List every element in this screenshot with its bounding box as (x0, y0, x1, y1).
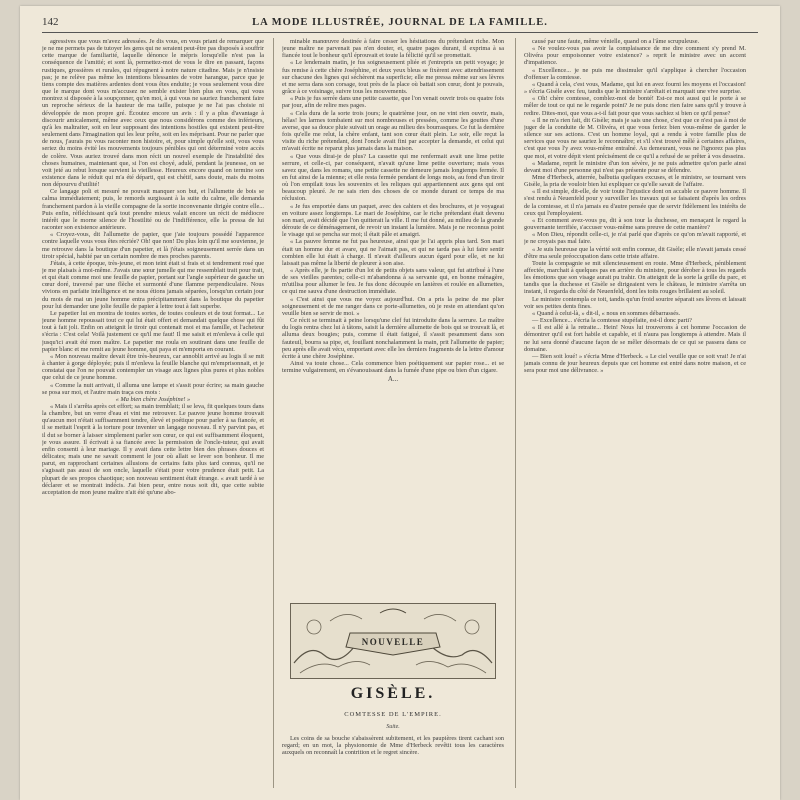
header-rule (42, 32, 758, 33)
paragraph: agressives que vous m'avez adressées. Je dis vous, en vous priant de remarquer que je ne me permets pas de tutoyer les gens qui ne seraient peut-être pas disposés à souffrir cette marque de familiarité, laquelle dénonce le mépris lorsqu'elle n'est pas la conséquence de l'amitié; et sont là, permettez-moi de vous le dire en passant, façons rustiques, grossières et rurales, qui répugnent à notre nature citadine. Mais je n'insiste pas; je ne relève pas même les intentions blessantes de votre harangue, parce que je tiens compte des matières ardentes dont vous êtes enduite; je vous seulement vous dire que le marque dont vous m'accusez ne semble exister bien plus en vous, qui vous montrez si disposée à la soupçonner, qu'en moi, à qui vous ne sauriez franchement faire un reproche sérieux de la hauteur de ma taille, puisque je ne l'ai pas choisie ni développée de mon propre gré. Écoutez encore un avis : il y a plus d'avantage à discourir amicalement, même avec ceux que nous considérons comme des inférieurs, qu'à les maltraiter, soit en leur supposant des intentions hostiles qui existent peut-être seulement dans l'imagination qui les leur prête, soit en les méprisant. Pour ne parler que de nous, j'aurais pu vous raconter mon histoire, et, pour simple qu'elle soit, vous vous seriez du moins évité les mouvements toujours pénibles qui ont déterminé votre accès de colère. Vous auriez trouvé dans mon récit un nouvel exemple de l'instabilité des choses humaines, maintenant que, si l'on est choyé, adulé, pendant la jeunesse, on se voit jeté au rebut lorsque survient la vieillesse. Heureux encore quand on termine son existence dans le réduit qui m'a été départi, qui est chétif, sans doute, mais du moins non dépourvu d'utilité! (42, 38, 264, 189)
paragraph: J'étais, à cette époque, très-jeune, et mon teint était si frais et si tendrement rosé que je me plaisais à moi-même. J'avais une sœur jumelle qui me ressemblait trait pour trait, et qui était comme moi une feuille de papier, portant sur l'angle supérieur de gauche un cœur doré, traversé par une flèche et surmonté d'une flamme perpendiculaire. Nous vivions en parfaite intelligence et ne nous étions jamais séparées, lorsqu'un certain jour du mois de mai un jeune homme entra précipitamment dans la boutique du papetier pour lui demander une jolie feuille de papier à lettre tout à fait superbe. (42, 259, 264, 310)
paragraph: « Que vous dirai-je de plus? La cassette qui me renfermait avait une lime petite serrure, et celle-ci, par conséquent, n'avait qu'une lime petite ouverture; mais vous savez que, dans les romans, une petite cassette ne demeure jamais longtemps fermée. Il en fut ainsi de la mienne; et elle resta fermée pendant de longs mois, au fond d'un tiroir où l'on empilait tous les souvenirs et les reliques qui appartiennent aux gens qui ont beaucoup pleuré. Je ne sais rien des choses de ce monde durant ce temps de ma réclusion. (282, 152, 504, 203)
paragraph: « C'est ainsi que vous me voyez aujourd'hui. On a pris la peine de me plier soigneusement et de me ranger dans ce porte-allumettes, où je reste en attendant qu'on veuille bien se servir de moi. » (282, 295, 504, 317)
banner-illustration (290, 603, 496, 679)
paragraph: « Ma bien chère Joséphine! » (115, 395, 191, 403)
paragraph: — Excellence... s'écria la comtesse stupéfaite, est-il donc parti? (532, 317, 692, 325)
paragraph: « Il est simple, dit-elle, de voir toute l'injustice dont on accable ce pauvre homme. Il s'est rendu à Neuenfeld pour y surveiller les travaux qui se faisaient d'après les ordres de la comtesse, et il n'a jamais eu d'autre pensée que de servir fidèlement les intérêts de ceux qui l'employaient. (524, 188, 746, 217)
paragraph: « La pauvre femme ne fut pas heureuse, ainsi que je l'ai appris plus tard. Son mari était un homme dur et avare, qui ne l'aimait pas, et qui ne tarda pas à lui faire sentir combien elle lui était à charge. Il n'avait d'ailleurs aucun égard pour elle, et ne lui laissait pas même la liberté de pleurer à son aise. (282, 238, 504, 267)
paragraph: minable manœuvre destinée à faire cesser les hésitations du prétendant riche. Mon jeune maître ne parvenait pas n'en douter, et, quatre pages durant, il exprima à sa fiancée tout le bonheur qu'il éprouvait et toute la félicité qu'il se promettait. (282, 38, 504, 60)
nouvelle-banner (290, 603, 496, 679)
paragraph: « Il est allé à la retraite... Hein! Nous lui trouverons à cet homme l'occasion de démontrer qu'il est fort habile et capable, et il n'aura pas longtemps à attendre. Mais il ne lui sera donné d'aucune façon de se mêler désormais de ce qui se passera dans ce domaine. (524, 324, 746, 353)
paragraph: « Mon nouveau maître devait être très-heureux, car annoblit arrivé au logis il se mit à chanter à gorge déployée; puis il m'enleva la feuille blanche qui m'emprisonnait, et je constatai que l'on ne pouvait contempler un visage aux lignes plus pures et plus nobles que celui de ce jeune homme. (42, 352, 264, 382)
paragraph: Les coins de sa bouche s'abaissèrent subitement, et les paupières tirent cachant son regard; en un mot, la physionomie de Mme d'Herbeck revêtit tous les caractères auxquels on reconnaît la contrition et le regret sincère. (282, 735, 504, 757)
story-subtitle: COMTESSE DE L'EMPIRE. (344, 711, 442, 718)
column-left (42, 38, 264, 788)
column-divider (273, 38, 274, 788)
column-right (524, 38, 746, 788)
journal-title: LA MODE ILLUSTRÉE, JOURNAL DE LA FAMILLE. (252, 16, 548, 28)
paragraph: — Bien soit loué! » s'écria Mme d'Herbeck. « Le ciel veuille que ce soit vrai! Je n'ai jamais connu de jour heureux depuis que cet homme est entré dans notre maison, et ce sera pour moi une délivrance. » (524, 352, 746, 375)
paragraph: « Et comment avez-vous pu, dit à son tour la duchesse, en menaçant le regard la gouvernante terrifiée, s'accuser vous-même sans preuve de cette manière? (524, 216, 746, 232)
page-header (42, 14, 758, 30)
paragraph: « Puis je fus serrée dans une petite cassette, que l'on venait ouvrir trois ou quatre fois par jour, afin de relire mes pages. (282, 95, 504, 110)
page-number: 142 (42, 16, 59, 28)
paragraph: « Oh! chère comtesse, comblez-moi de bonté! Est-ce moi aussi qui le porte à se mêler de tout ce qui ne le regarde point? Je ne puis donc rien faire sans qu'il y trouve à redire. Dites-moi, que vous a-t-il fait pour que vous sachiez si bien ce qu'il pense? (524, 95, 746, 117)
paragraph: « Comme la nuit arrivait, il alluma une lampe et s'assit pour écrire; sa main gauche se posa sur moi, et l'autre main traça ces mots : (42, 381, 264, 396)
paragraph: Toute la compagnie se mit silencieusement en route. Mme d'Herbeck, péniblement affectée, marchait à quelques pas en arrière du ministre, pour dérober à tous les regards les émotions que son visage aurait pu trahir. On atteignit de la sorte la grille du parc, et tandis que la duchesse et Gisèle se dirigeaient vers le château, le ministre s'arrêta un instant, il regarda du côté de Neuenfeld, dont les toits rouges brillaient au soleil. (524, 259, 746, 296)
paragraph: « Je fus emportée dans un paquet, avec des cahiers et des brochures, et je voyageai en voiture assez longtemps. Le mari de Joséphine, car le riche prétendant était devenu son mari, avait décidé que l'on quitterait la ville. Il me fut donné, au milieu de la grande déroute de ce déménagement, de revoir un instant la lumière. Mais je ne reconnus point le visage qui se pencha sur moi; il était pâle et amaigri. (282, 202, 504, 239)
story-title: GISÈLE. (350, 685, 436, 702)
paragraph: « Il ne m'a rien fait, dit Gisèle; mais je sais une chose, c'est que ce n'est pas à moi de juger de la conduite de M. Olivéra, et que vous feriez bien vous-même de garder le silence sur ses actions. C'est un homme loyal, qui a rendu à votre famille plus de services que vous ne sauriez le reconnaître; et s'il s'est trouvé mêlé à certaines affaires, c'est que vous l'y avez vous-même entraîné. Au demeurant, vous ne l'ignorez pas plus que moi, et votre dépit vient précisément de ce qu'il a refusé de se prêter à vos desseins. (524, 116, 746, 160)
paragraph: Ce langage poli et mesuré ne pouvait manquer son but, et l'allumette de bois se calma immédiatement; puis, le remords surgissant à la suite du calme, elle demanda franchement pardon à la vieille compagne de la sortie inconvenante dirigée contre elle... Puis enfin, réfléchissant qu'à tout prendre mieux valait encore un récit de médiocre intérêt que le morne silence de l'hostilité ou de l'indifférence, elle la pressa de lui raconter son existence antérieure. (42, 188, 264, 232)
banner-label: NOUVELLE (361, 637, 425, 647)
paragraph: « Mon Dieu, répondit celle-ci, je n'ai parlé que d'après ce qu'on m'avait rapporté, et je ne croyais pas mal faire. (524, 231, 746, 246)
column-divider (515, 38, 516, 788)
column-middle (282, 38, 504, 788)
paragraph: « Croyez-vous, dit l'allumette de papier, que j'aie toujours possédé l'apparence contre laquelle vous vous êtes récriée? Oh! que non! Du plus loin qu'il me souvienne, je me retrouve dans la boutique d'un papetier, et là j'étais soigneusement serrée dans un tiroir spécial, habité par un certain nombre de mes proches parents. (42, 231, 264, 260)
paragraph: « Quand à cela, c'est vous, Madame, qui lui en avez fourni les moyens et l'occasion! » s'écria Gisèle avec feu, tandis que le ministre s'arrêtait et marquait une vive surprise. (524, 80, 746, 96)
paragraph: Mme d'Herbeck, atterrée, balbutia quelques excuses, et le ministre, se tournant vers Gisèle, la pria de vouloir bien lui expliquer ce qu'elle savait de l'affaire. (524, 173, 746, 189)
paragraph: « Mais il s'arrêta après cet effort; sa main tremblait; il se leva, fit quelques tours dans la chambre, but un verre d'eau et vint me retrouver. Le pauvre jeune homme trouvait qu'aucun mot n'était suffisamment tendre, élevé et poétique pour parler à sa fiancée, et il se mettait l'esprit à la torture pour inventer un langage nouveau. Il n'y parvint pas, et il dut se borner à laisser simplement parler son cœur, ce qui est suffisamment éloquent, je vous assure. Il écrivait à sa fiancée avec la permission de l'oncle-tuteur, qui avait enfin consenti à leur mariage. Il y avait dans cette lettre bien des phrases douces et délicates; mais une ne savait comment le jour où allait se lever son bonheur. Il me parut, en rapprochant certaines allusions de certains faits plus tard connus, qu'il ne s'agissait pas aussi de son oncle, laquelle s'était pour votre prudence était petit. La plupart de ses propos chaotique; son nouveau sentiment était étrange. « avait tardé à se déclarer et se montrait indécis. J'ai bien peur, entre nous soit dit, que cette subite acceptation de mon jeune maître n'ait été qu'une abo- (42, 402, 264, 496)
column-middle-text (282, 38, 504, 586)
article-signature: A... (387, 375, 399, 384)
story-text (282, 735, 504, 788)
paragraph: « Je suis heureuse que la vérité soit enfin connue, dit Gisèle; elle n'avait jamais cessé d'être ma seule préoccupation dans cette triste affaire. (524, 245, 746, 260)
story-continued-label: Suite. (386, 724, 400, 730)
paragraph: « Cela dura de la sorte trois jours; le quatrième jour, on ne vint rien ouvrir, mais, hélas! les larmes tombaient sur moi nombreuses et pressées, comme les gouttes d'une averse, que sa douce pluie suivait un orage au milieu des bourrasques. Ce fut la dernière fois qu'elle me relut, la chère enfant, tant son cœur était plein. Le soir, elle reçut la visite du riche prétendant, dont l'oncle avait fini par accepter la demande, et celui qui m'avait écrite ne reparut plus jamais dans la maison. (282, 109, 504, 153)
paragraph: causé par une faute, même vénielle, quand on a l'âme scrupuleuse. (532, 38, 700, 45)
paragraph: « Après elle, je fis partie d'un lot de petits objets sans valeur, qui fut attribué à l'une de ses vieilles parentes; celle-ci m'abandonna à sa servante qui, en bonne ménagère, m'utilisa pour allumer le feu. Je fus donc découpée en lanières et roulée en allumettes, ce qui me sauva d'une destruction immédiate. (282, 267, 504, 296)
paragraph: « Le lendemain matin, je fus soigneusement pliée et j'entrepris un petit voyage; je fus remise à cette chère Joséphine, et deux yeux bleus se fixèrent avec attendrissement sur chacune des lignes qui séchèrent ma superficie; elle me pressa même sur ses lèvres et me serra dans son corsage, tout près de la place où battait son cœur, dont je pouvais, grâce à ce voisinage, suivre tous les mouvements. (282, 59, 504, 96)
paragraph: Le papetier lui en montra de toutes sortes, de toutes couleurs et de tout format... Le jeune homme repoussait tout ce qui lui était offert et demandait quelque chose qui fût tout à fait joli. Enfin on atteignit le tiroir qui contenait moi et ma famille, et l'acheteur s'écria : C'est cela! Voilà justement ce qu'il me faut! Il me saisit et m'enleva à celle qui jusqu'ici avait été mon maître. Le papetier me roula en soutirant dans une feuille de papier blanc et me remit au jeune homme, qui paya et m'emporta en courant. (42, 309, 264, 353)
paragraph: « Ne voulez-vous pas avoir la complaisance de me dire comment s'y prend M. Olivéra pour empoisonner votre existence? » reprit le ministre avec un accent d'impatience. (524, 45, 746, 67)
paragraph: Ce récit se terminait à peine lorsqu'une clef fut introduite dans la serrure. Le maître du logis rentra chez lui à tâtons, saisit la dernière allumette de bois qui se trouvait là, et alluma deux bougies; puis, comme il était fatigué, il s'assit pesamment dans son fauteuil, bourra sa pipe, et, fouillant nonchalamment la main, prit l'allumette de papier; peu après elle avait vécu, emportant avec elle les derniers fragments de la lettre d'amour écrite à une chère Joséphine. (282, 317, 504, 360)
paragraph: « Madame, reprit le ministre d'un ton sévère, je ne puis admettre qu'on parle ainsi devant moi d'une personne qui n'est pas présente pour se défendre. (524, 159, 746, 174)
paragraph: Ainsi va toute chose... Cela commence bien poétiquement sur papier rose... et se termine vulgairement, en s'évanouissant dans la fumée d'une pipe ou bien d'un cigare. (282, 360, 504, 375)
paragraph: « Excellence... je ne puis me dissimuler qu'il s'applique à chercher l'occasion d'offenser la comtesse. (524, 66, 746, 81)
paragraph: « Quand à celui-là, » dit-il, « nous en sommes débarrassés. (532, 309, 681, 317)
newspaper-page (20, 6, 780, 800)
paragraph: Le ministre contempla ce toit, tandis qu'un froid sourire séparait ses lèvres et laissait voir ses petites dents fines. (524, 295, 746, 310)
